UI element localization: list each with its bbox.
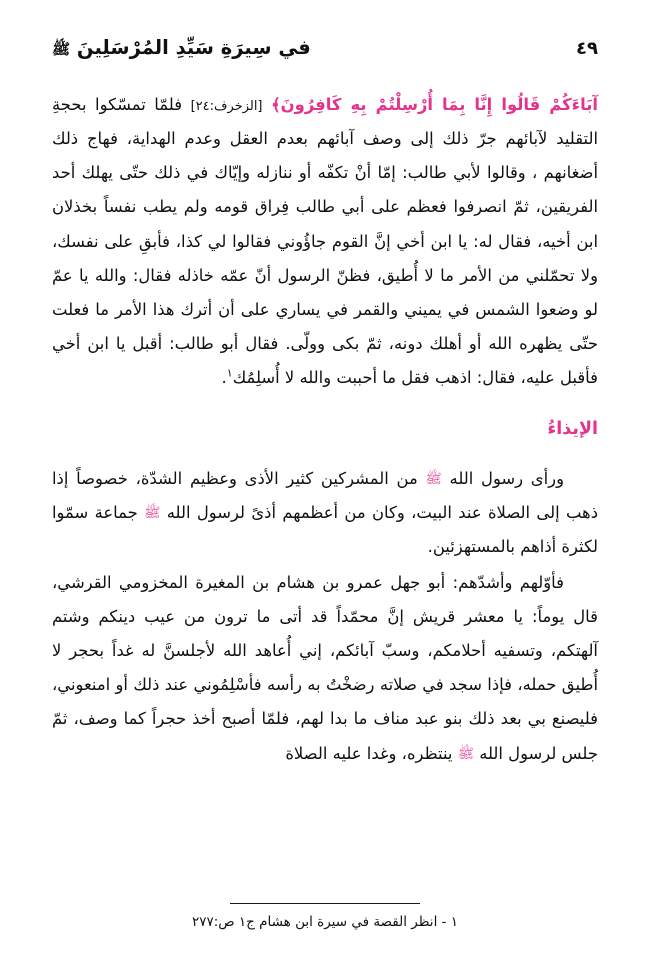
paragraph-2-part-a: ورأى رسول الله [441, 468, 564, 488]
footnote-marker-1: ١ [226, 366, 233, 380]
paragraph-3 [52, 566, 598, 771]
paragraph-2-part-b: من المشركين كثير الأذى وعظيم الشدّة، خصوصاً إذا ذهب إلى الصلاة عند البيت، وكان من أعظمهم أذىً لرسول الله [52, 468, 599, 522]
section-heading-al-idhaa: الإيذاءُ [547, 419, 598, 440]
page-body [52, 88, 598, 771]
paragraph-1-text: فلمّا تمسّكوا بحجةِ التقليد لآبائهم جرّ ذلك إلى وصف آبائهم بعدم العقل وعدم الهداية، فهاج ذلك أضغانهم ، وقالوا لأبي طالب: إمّا أنْ تكفّه أو ننازله وإيّاك في ذلك حتّى يهلك أحد الفريقين، ثمّ انصرفوا فعظم على أبي طالب فِراق قومه ولم يطب نفساً بخذلان ابن أخيه، فقال له: يا ابن أخي إنَّ القوم جاؤُوني فقالوا لي كذا، فأبقِ على نفسك، ولا تحمّلني من الأمر ما لا أُطيق، فظنّ الرسول أنّ عمّه خاذله فقال: والله يا عمّ لو وضعوا الشمس في يميني والقمر في يساري على أن أترك هذا الأمر ما فعلت حتّى يظهره الله أو أهلك دونه، ثمّ بكى وولّى. فقال أبو طالب: أقبل يا ابن أخي فأقبل عليه، فقال: اذهب فقل ما أحببت والله لا أُسلِمُك [52, 95, 598, 387]
paragraph-2 [52, 462, 598, 564]
page-header [52, 36, 598, 62]
paragraph-2-part-c: جماعة سمّوا لكثرة أذاهم بالمستهزئين. [52, 502, 598, 556]
running-title-text: في سِيرَةِ سَيِّدِ المُرْسَلِينَ [76, 36, 311, 59]
paragraph-3-part-b: ينتظره، وغدا عليه الصلاة [285, 743, 458, 763]
paragraph-1-terminator: . [221, 368, 227, 387]
page-number: ٤٩ [576, 38, 598, 59]
book-running-title [52, 36, 311, 62]
footnotes-area [52, 903, 598, 934]
sallallahu-alayhi-wasallam-icon: ﷺ [457, 745, 474, 762]
footnote-divider [230, 903, 420, 904]
paragraph-3-part-a: فأوّلهم وأشدّهم: أبو جهل عمرو بن هشام بن المغيرة المخزومي القرشي، قال يوماً: يا معشر قريش إنَّ محمّداً قد أتى ما ترون من عيب دينكم وشتم آلهتكم، وتسفيه أحلامكم، وسبّ آبائكم، إني أُعاهد الله لأجلسنَّ له غداً بحجر لا أُطيق حمله، فإذا سجد في صلاته رضخْتُ به رأسه فأسْلِمُوني عند ذلك أو امنعوني، فليصنع بي بعد ذلك بنو عبد مناف ما بدا لهم، فلمّا أصبح أخذ حجراً كما وصف، ثمّ جلس لرسول الله [52, 572, 598, 763]
footnote-item: ١ - انظر القصة في سيرة ابن هشام ج١ ص:٢٧٧ [191, 914, 459, 931]
quran-reference: [الزخرف:٢٤] [190, 99, 263, 114]
sallallahu-alayhi-wasallam-icon: ﷺ [52, 40, 71, 58]
sallallahu-alayhi-wasallam-icon: ﷺ [425, 470, 442, 487]
paragraph-1 [52, 88, 598, 395]
quran-verse: آبَاءَكُمْ قَالُوا إِنَّا بِمَا أُرْسِلْتُمْ بِهِ كَافِرُونَ﴾ [271, 95, 598, 114]
sallallahu-alayhi-wasallam-icon: ﷺ [144, 504, 161, 521]
